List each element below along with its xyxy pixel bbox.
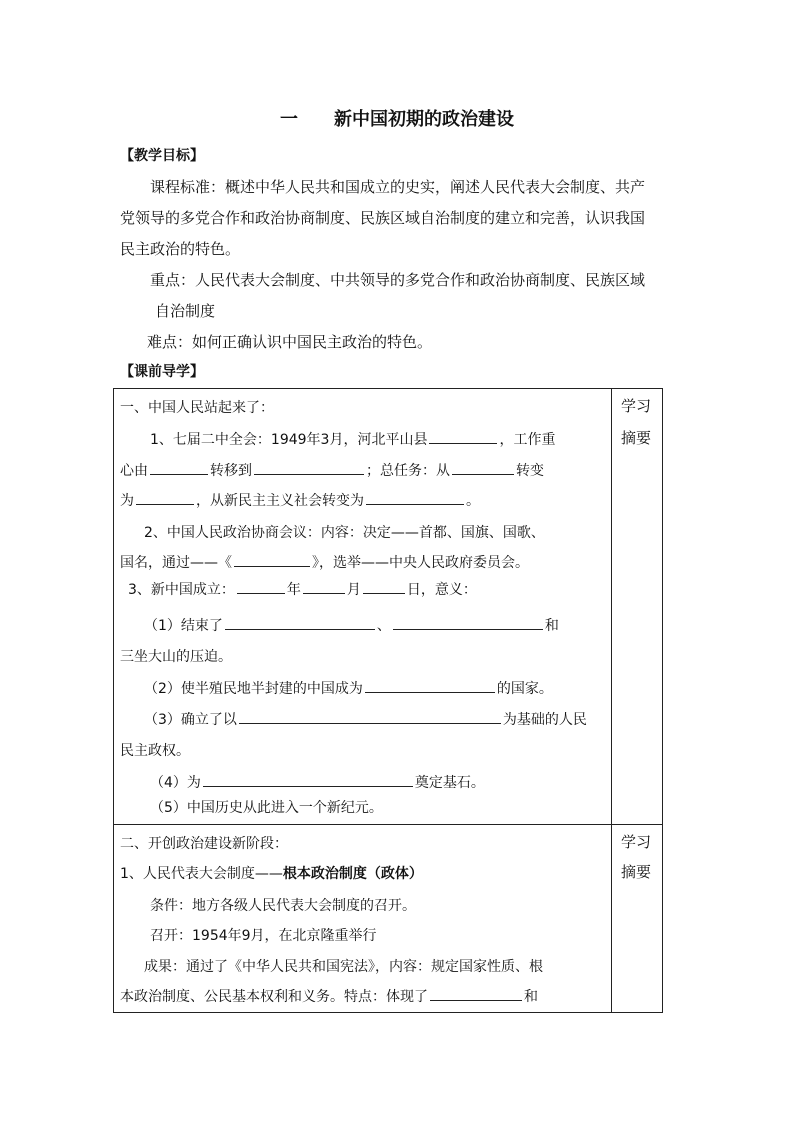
side-label-study: 学习 [621, 833, 652, 851]
side-label-summary: 摘要 [621, 429, 652, 447]
answer-blank[interactable] [254, 460, 364, 475]
answer-blank[interactable] [365, 678, 495, 693]
answer-blank[interactable] [234, 552, 310, 567]
answer-blank[interactable] [366, 490, 464, 505]
part1-line-10: （3）确立了以 为基础的人民 [144, 709, 587, 729]
title-text: 新中国初期的政治建设 [334, 109, 514, 130]
answer-blank[interactable] [429, 429, 497, 444]
column-divider [611, 825, 612, 1012]
part2-heading: 二、开创政治建设新阶段： [120, 836, 288, 852]
standard-line-1: 课程标准：概述中华人民共和国成立的史实，阐述人民代表大会制度、共产 [150, 178, 646, 196]
side-label-summary: 摘要 [621, 863, 652, 881]
key-points-line-2: 自治制度 [155, 302, 216, 320]
part1-line-9: （2）使半殖民地半封建的中国成为 的国家。 [144, 678, 553, 698]
answer-blank[interactable] [203, 772, 413, 787]
part2-line-3: 召开：1954年9月，在北京隆重举行 [150, 928, 377, 944]
side-label-study: 学习 [621, 397, 652, 415]
page-title [0, 105, 794, 131]
part2-line-4: 成果：通过了《中华人民共和国宪法》，内容：规定国家性质、根 [144, 959, 543, 975]
answer-blank[interactable] [150, 460, 208, 475]
part1-line-4: 2、中国人民政治协商会议：内容：决定——首都、国旗、国歌、 [144, 525, 545, 541]
part2-line-5: 本政治制度、公民基本权利和义务。特点：体现了 和 [120, 986, 538, 1006]
answer-blank[interactable] [225, 615, 375, 630]
answer-blank[interactable] [363, 579, 405, 594]
objectives-heading: 【教学目标】 [120, 148, 204, 164]
part1-line-7: （1）结束了 、 和 [144, 615, 559, 635]
preview-heading: 【课前导学】 [120, 364, 204, 380]
part1-line-2: 心由 转移到 ；总任务：从 转变 [120, 460, 544, 480]
standard-line-3: 民主政治的特色。 [120, 240, 241, 258]
answer-blank[interactable] [430, 986, 522, 1001]
answer-blank[interactable] [239, 709, 501, 724]
part1-line-3: 为 ，从新民主主义社会转变为 。 [120, 490, 480, 510]
part1-line-13: （5）中国历史从此进入一个新纪元。 [150, 800, 383, 816]
part2-line-1: 1、人民代表大会制度——根本政治制度（政体） [120, 866, 423, 882]
key-points-line-1: 重点：人民代表大会制度、中共领导的多党合作和政治协商制度、民族区域 [150, 271, 646, 289]
part1-line-1: 1、七届二中全会：1949年3月，河北平山县 ，工作重 [150, 429, 555, 449]
difficulty-line: 难点：如何正确认识中国民主政治的特色。 [147, 333, 433, 351]
part1-heading: 一、中国人民站起来了： [120, 400, 274, 416]
part1-line-8: 三坐大山的压迫。 [120, 649, 232, 665]
study-table-part-1 [113, 388, 663, 825]
part1-line-12: （4）为 奠定基石。 [150, 772, 485, 792]
answer-blank[interactable] [237, 579, 285, 594]
part1-line-11: 民主政权。 [120, 743, 190, 759]
column-divider [611, 389, 612, 824]
part2-line-2: 条件：地方各级人民代表大会制度的召开。 [150, 898, 416, 914]
answer-blank[interactable] [303, 579, 345, 594]
answer-blank[interactable] [452, 460, 514, 475]
answer-blank[interactable] [393, 615, 543, 630]
answer-blank[interactable] [136, 490, 194, 505]
part1-line-5: 国名，通过——《 》，选举——中央人民政府委员会。 [120, 552, 529, 572]
study-table-part-2 [113, 825, 663, 1013]
title-number: 一 [280, 109, 298, 130]
standard-line-2: 党领导的多党合作和政治协商制度、民族区域自治制度的建立和完善，认识我国 [120, 209, 646, 227]
part1-line-6: 3、新中国成立： 年 月 日，意义： [128, 579, 477, 599]
